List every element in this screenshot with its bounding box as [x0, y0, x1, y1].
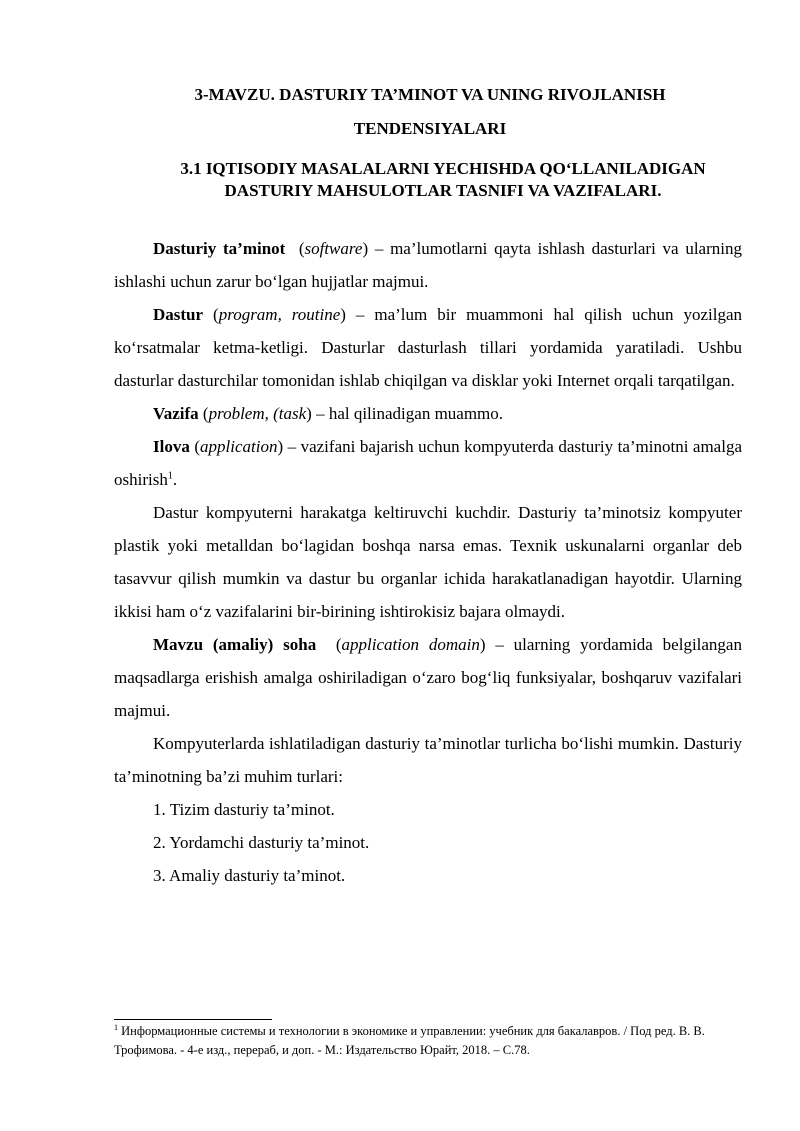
- term: Dastur: [153, 305, 204, 324]
- term-english: problem, (task: [208, 404, 307, 423]
- definition-software: Dasturiy ta’minot (software) – ma’lumotlarni qayta ishlash dasturlari va ularning ishlashi uchun zarur bo‘lgan hujjatlar majmui.: [114, 239, 742, 291]
- chapter-title: 3-MAVZU. DASTURIY TA’MINOT VA UNING RIVOJLANISH TENDENSIYALARI: [194, 85, 666, 138]
- term: Vazifa: [153, 404, 199, 423]
- paragraph-software-types: Kompyuterlarda ishlatiladigan dasturiy ta’minotlar turlicha bo‘lishi mumkin. Dasturiy ta’minotning ba’zi muhim turlari:: [114, 734, 742, 786]
- footnote-marker: 1: [114, 1022, 118, 1032]
- section-title: 3.1 IQTISODIY MASALALARNI YECHISHDA QO‘LLANILADIGAN DASTURIY MAHSULOTLAR TASNIFI VA VAZIFALARI.: [180, 159, 706, 200]
- term: Dasturiy ta’minot: [153, 239, 286, 258]
- footnote-text: Информационные системы и технологии в экономике и управлении: учебник для бакалавров. / Под ред. В. В. Трофимова. - 4-е изд., перераб, и доп. - М.: Издательство Юрайт, 2018. – С.78.: [114, 1024, 705, 1057]
- term: Mavzu (amaliy) soha: [153, 635, 317, 654]
- footnote: [114, 1022, 744, 1060]
- footnote-reference[interactable]: 1: [167, 470, 173, 482]
- definition-application-domain: Mavzu (amaliy) soha (application domain) – ularning yordamida belgilangan maqsadlarga erishish amalga oshiriladigan o‘zaro bog‘liq funksiyalar, boshqaruv vazifalari majmui.: [114, 635, 742, 720]
- list-item: 1. Tizim dasturiy ta’minot.: [153, 800, 335, 819]
- term-english: software: [304, 239, 363, 258]
- body-text: [114, 232, 742, 892]
- definition-task: Vazifa (problem, (task) – hal qilinadigan muammo.: [153, 404, 504, 423]
- paragraph-program-role: Dastur kompyuterni harakatga keltiruvchi kuchdir. Dasturiy ta’minotsiz kompyuter plastik yoki metalldan bo‘lagidan boshqa narsa emas. Texnik uskunalarni organlar deb tasavvur qilish mumkin va dastur bu organlar ichida harakatlanadigan hayotdir. Ularning ikkisi ham o‘z vazifalarini bir-birining ishtirokisiz bajara olmaydi.: [114, 503, 742, 621]
- list-item: 2. Yordamchi dasturiy ta’minot.: [153, 833, 370, 852]
- definition-application: Ilova (application) – vazifani bajarish uchun kompyuterda dasturiy ta’minotni amalga oshirish$^1$.: [114, 437, 742, 489]
- list-item: 3. Amaliy dasturiy ta’minot.: [153, 866, 346, 885]
- term-english: program, routine: [218, 305, 341, 324]
- term-english: application domain: [341, 635, 480, 654]
- term-english: application: [200, 437, 278, 456]
- footnote-separator: [114, 1019, 272, 1020]
- definition-program: Dastur (program, routine) – ma’lum bir muammoni hal qilish uchun yozilgan ko‘rsatmalar ketma-ketligi. Dasturlar dasturlash tillari yordamida yaratiladi. Ushbu dasturlar dasturchilar tomonidan ishlab chiqilgan va disklar yoki Internet orqali tarqatilgan.: [114, 305, 743, 390]
- term: Ilova: [153, 437, 190, 456]
